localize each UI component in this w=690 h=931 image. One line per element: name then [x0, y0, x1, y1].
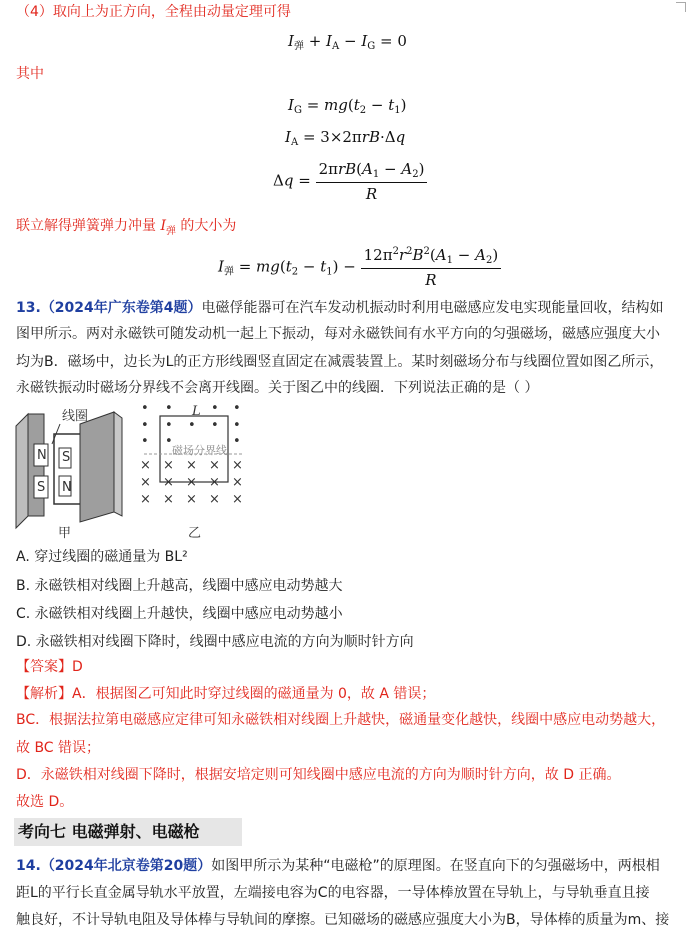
q13-line3: 均为B．磁场中，边长为L的正方形线圈竖直固定在减震装置上。某时刻磁场分布与线圈位置如图乙所示， — [16, 354, 664, 370]
analysis-line-4: D．永磁铁相对线圈下降时，根据安培定则可知线圈中感应电流的方向为顺时针方向，故 D 正确。 — [16, 767, 621, 783]
field-cross: × — [140, 492, 151, 507]
field-dot: • — [165, 401, 173, 416]
magnet-n-lower: N — [62, 480, 72, 495]
field-dot: • — [211, 401, 219, 416]
q14-line2: 距L的平行长直金属导轨水平放置，左端接电容为C的电容器，一导体棒放置在导轨上，与导轨垂直且接 — [16, 885, 650, 901]
coil-label: 线圈 — [62, 409, 89, 424]
field-cross: × — [232, 475, 243, 490]
field-dot: • — [188, 418, 196, 433]
q13-number: 13. — [16, 300, 41, 316]
analysis-line-5: 故选 D。 — [16, 794, 74, 810]
field-dot: • — [141, 418, 149, 433]
conclude-text: 联立解得弹簧弹力冲量 $I_弹$ 的大小为 — [16, 218, 237, 237]
answer: 【答案】D — [16, 659, 83, 675]
option-c: C. 永磁铁相对线圈上升越快，线圈中感应电动势越小 — [16, 606, 343, 622]
q13-line4: 永磁铁振动时磁场分界线不会离开线圈。关于图乙中的线圈．下列说法正确的是（ ） — [16, 380, 539, 396]
field-cross: × — [209, 475, 220, 490]
equation-ia: $I_A = 3\times 2\pi rB\cdot\Delta q$ — [285, 128, 406, 148]
caption-yi: 乙 — [188, 526, 202, 541]
field-cross: × — [186, 492, 197, 507]
field-cross: × — [163, 458, 174, 473]
field-dot: • — [141, 434, 149, 449]
option-d: D. 永磁铁相对线圈下降时，线圈中感应电流的方向为顺时针方向 — [16, 634, 414, 650]
q14-source: （2024年北京卷第20题） — [40, 858, 212, 874]
q14-number: 14. — [16, 858, 41, 874]
option-b: B. 永磁铁相对线圈上升越高，线圈中感应电动势越大 — [16, 578, 343, 594]
field-dot: • — [165, 434, 173, 449]
field-cross: × — [140, 475, 151, 490]
field-dot: • — [211, 418, 219, 433]
page-corner-mark — [676, 2, 686, 12]
field-dot: • — [233, 434, 241, 449]
field-cross: × — [163, 475, 174, 490]
field-cross: × — [232, 492, 243, 507]
field-dot: • — [233, 418, 241, 433]
part4-header: （4）取向上为正方向，全程由动量定理可得 — [16, 4, 291, 20]
equation-ig: $I_G = mg(t_2 - t_1)$ — [288, 96, 407, 116]
equation-dq: Δq = $\frac{2\pi rB(A_1 - A_2)}{R}$ — [273, 160, 427, 203]
q13-source: （2024年广东卷第4题） — [40, 300, 202, 316]
section-heading: 考向七 电磁弹射、电磁枪 — [14, 818, 242, 846]
analysis-line-2: BC．根据法拉第电磁感应定律可知永磁铁相对线圈上升越快，磁通量变化越快，线圈中感应电动势越大， — [16, 712, 666, 728]
q14-stem-1: 如图甲所示为某种“电磁枪”的原理图。在竖直向下的匀强磁场中，两根相 — [211, 858, 660, 874]
q13-line1 — [16, 298, 664, 318]
field-dot: • — [233, 401, 241, 416]
magnet-s-upper: S — [62, 450, 71, 465]
side-length-label: L — [192, 404, 201, 419]
field-cross: × — [186, 458, 197, 473]
analysis-line-3: 故 BC 错误； — [16, 740, 101, 756]
field-cross: × — [209, 458, 220, 473]
field-cross: × — [140, 458, 151, 473]
field-cross: × — [186, 475, 197, 490]
field-dot: • — [165, 418, 173, 433]
q13-stem-1: 电磁俘能器可在汽车发动机振动时利用电磁感应发电实现能量回收，结构如 — [201, 300, 664, 316]
field-dot: • — [141, 401, 149, 416]
magnet-s-lower: S — [37, 480, 46, 495]
equation-result: $I_弹 = mg(t_2 - t_1)$ − $\frac{12\pi^2r^2B^2(A_1 - A_2)}{R}$ — [218, 246, 501, 289]
magnet-n-upper: N — [37, 448, 47, 463]
option-a: A. 穿过线圈的磁通量为 BL² — [16, 549, 188, 565]
boundary-label: 磁场分界线 — [172, 444, 227, 457]
field-cross: × — [163, 492, 174, 507]
caption-jia: 甲 — [58, 526, 72, 541]
qizhong-label: 其中 — [16, 66, 44, 82]
field-cross: × — [232, 458, 243, 473]
field-cross: × — [209, 492, 220, 507]
q13-figure — [14, 401, 254, 542]
equation-momentum: $I_弹 + I_A - I_G = 0$ — [288, 32, 407, 52]
q14-line1 — [16, 856, 660, 876]
q13-line2: 图甲所示。两对永磁铁可随发动机一起上下振动，每对永磁铁间有水平方向的匀强磁场，磁感应强度大小 — [16, 326, 660, 342]
analysis-line-1: 【解析】A．根据图乙可知此时穿过线圈的磁通量为 0，故 A 错误； — [16, 686, 436, 702]
q14-line3: 触良好，不计导轨电阻及导体棒与导轨间的摩擦。已知磁场的磁感应强度大小为B，导体棒的质量为m、接 — [16, 912, 670, 928]
